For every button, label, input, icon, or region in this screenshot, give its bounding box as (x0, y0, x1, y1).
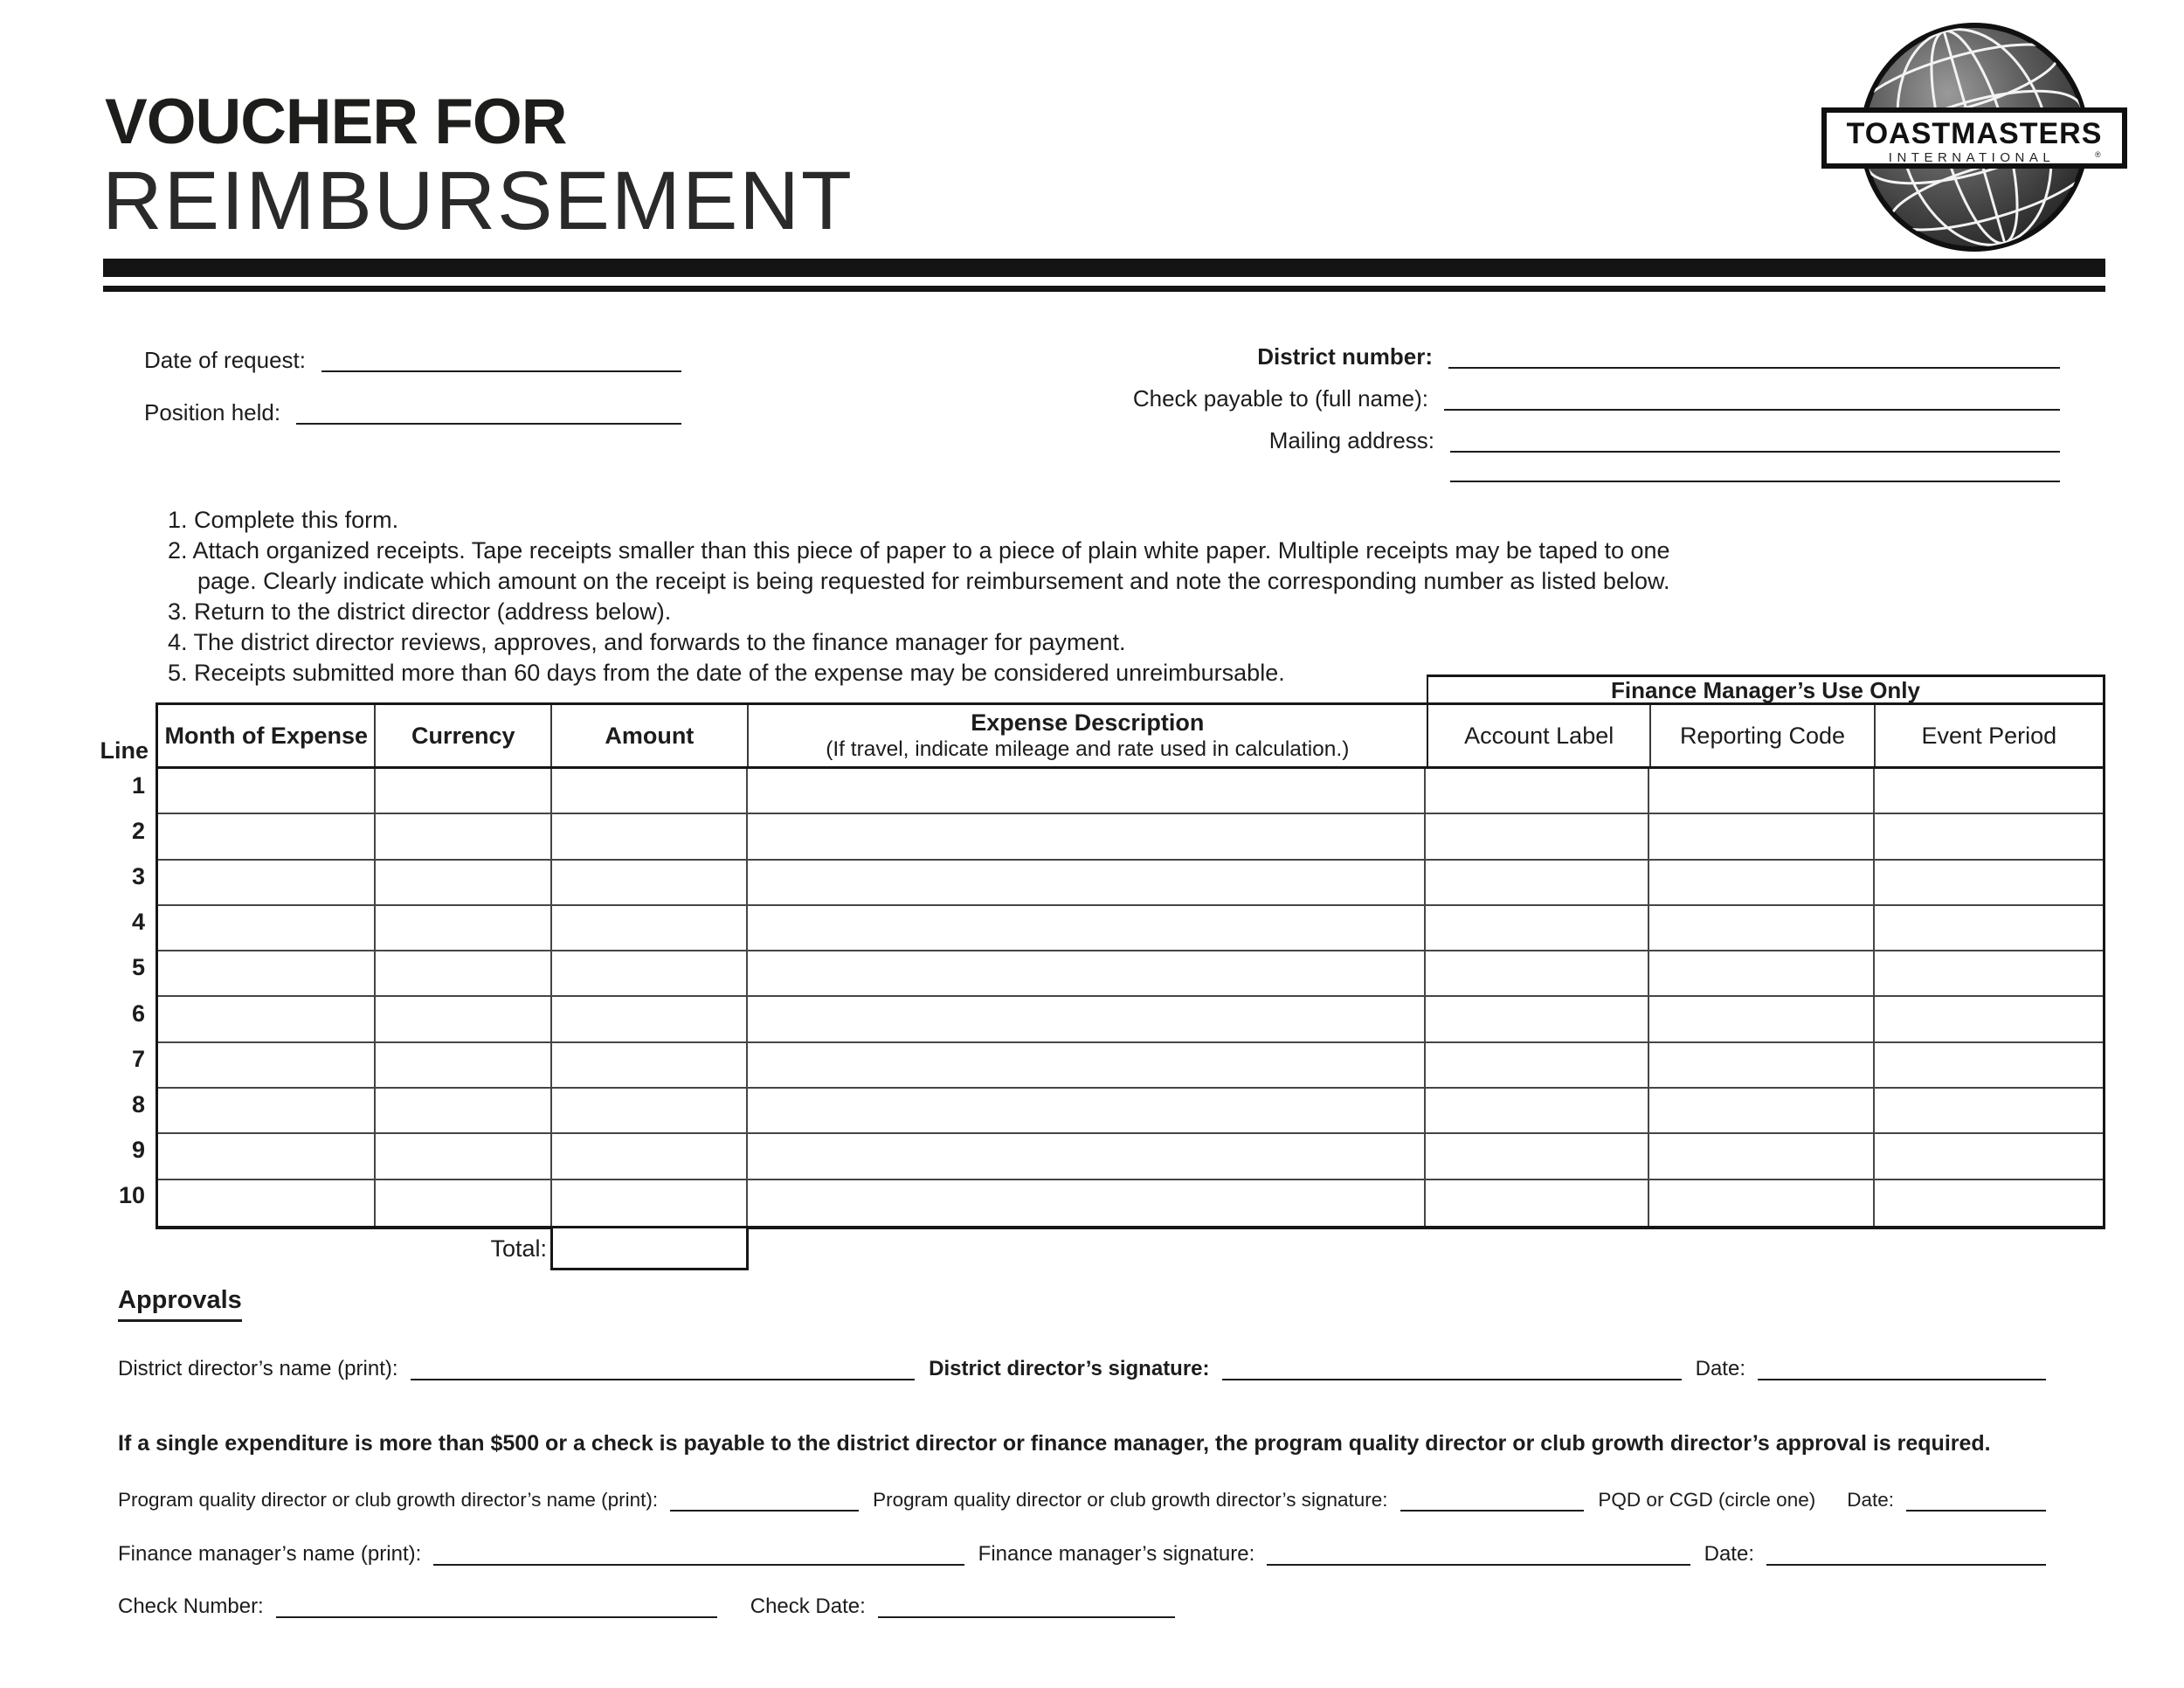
instruction-item-1: 1. Complete this form. (168, 507, 399, 533)
logo-registered-mark: ® (2095, 150, 2101, 159)
expense-cell-line6-col7[interactable] (1875, 997, 2103, 1042)
instruction-item-4: 4. The district director reviews, approves, and forwards to the finance manager for payment. (168, 629, 1126, 655)
mailing-address-row (1127, 426, 2060, 453)
expense-cell-line7-col1[interactable] (158, 1043, 376, 1089)
dd-name-blank[interactable] (411, 1356, 916, 1380)
line-number-4: 4 (131, 909, 145, 936)
expense-cell-line9-col4[interactable] (748, 1134, 1426, 1180)
expense-cell-line2-col1[interactable] (158, 814, 376, 860)
expense-cell-line9-col1[interactable] (158, 1134, 376, 1180)
expense-cell-line3-col1[interactable] (158, 861, 376, 906)
expense-cell-line7-col7[interactable] (1875, 1043, 2103, 1089)
fm-signature-blank[interactable] (1267, 1541, 1690, 1566)
expense-cell-line10-col1[interactable] (158, 1180, 376, 1226)
position-held-blank[interactable] (296, 400, 681, 425)
expense-cell-line7-col3[interactable] (552, 1043, 748, 1089)
line-number-7: 7 (131, 1045, 145, 1072)
expense-table-header (156, 702, 1427, 769)
line-number-8: 8 (131, 1090, 145, 1117)
line-number-6: 6 (131, 1000, 145, 1027)
expense-cell-line3-col4[interactable] (748, 861, 1426, 906)
date-of-request-row (144, 346, 681, 372)
position-held-label: Position held: (144, 399, 281, 425)
column-header-month: Month of Expense (158, 705, 376, 766)
expense-cell-line5-col4[interactable] (748, 951, 1426, 997)
dd-date-label: Date: (1695, 1357, 1745, 1380)
pqd-circle-one-label[interactable]: PQD or CGD (circle one) (1598, 1489, 1816, 1511)
pqd-approval-row (118, 1485, 2060, 1512)
expense-cell-line10-col3[interactable] (552, 1180, 748, 1226)
header-divider-thick (103, 259, 2105, 277)
dd-signature-blank[interactable] (1222, 1356, 1682, 1380)
column-header-event-period: Event Period (1921, 722, 2057, 749)
expense-cell-line5-col6[interactable] (1649, 951, 1874, 997)
expense-cell-line9-col2[interactable] (376, 1134, 551, 1180)
expense-cell-line2-col3[interactable] (552, 814, 748, 860)
expense-cell-line5-col7[interactable] (1875, 951, 2103, 997)
pqd-name-label: Program quality director or club growth director’s name (print): (118, 1489, 659, 1511)
expense-cell-line10-col4[interactable] (748, 1180, 1426, 1226)
date-of-request-label: Date of request: (144, 347, 306, 373)
expense-cell-line4-col3[interactable] (552, 906, 748, 951)
expense-cell-line10-col7[interactable] (1875, 1180, 2103, 1226)
expense-cell-line8-col3[interactable] (552, 1089, 748, 1134)
fm-signature-label: Finance manager’s signature: (978, 1542, 1255, 1566)
pqd-date-label: Date: (1847, 1489, 1894, 1511)
expense-cell-line7-col4[interactable] (748, 1043, 1426, 1089)
check-number-blank[interactable] (276, 1594, 717, 1618)
expense-cell-line3-col2[interactable] (376, 861, 551, 906)
expense-cell-line8-col2[interactable] (376, 1089, 551, 1134)
expense-cell-line1-col2[interactable] (376, 769, 551, 814)
column-header-account-label: Account Label (1428, 705, 1651, 766)
dd-name-label: District director’s name (print): (118, 1357, 398, 1380)
check-date-label: Check Date: (750, 1595, 866, 1618)
expense-cell-line4-col6[interactable] (1649, 906, 1874, 951)
line-number-1: 1 (131, 772, 145, 799)
logo-subtext: INTERNATIONAL (1888, 150, 2056, 165)
page-title-line2: REIMBURSEMENT (102, 155, 854, 247)
instruction-list (168, 505, 1690, 688)
line-number-10: 10 (118, 1181, 145, 1208)
mailing-address-blank[interactable] (1450, 428, 2060, 453)
expense-cell-line8-col6[interactable] (1649, 1089, 1874, 1134)
expense-cell-line10-col5[interactable] (1426, 1180, 1649, 1226)
expense-cell-line5-col2[interactable] (376, 951, 551, 997)
column-header-amount: Amount (552, 705, 749, 766)
mailing-address-label: Mailing address: (1268, 427, 1434, 453)
fm-date-label: Date: (1704, 1542, 1754, 1566)
toastmasters-logo (1815, 19, 2130, 259)
total-label: Total: (490, 1235, 547, 1262)
expense-cell-line5-col1[interactable] (158, 951, 376, 997)
header-divider-thin (103, 286, 2105, 292)
expense-cell-line4-col5[interactable] (1426, 906, 1649, 951)
expense-cell-line8-col7[interactable] (1875, 1089, 2103, 1134)
expense-description-note: (If travel, indicate mileage and rate used in calculation.) (826, 737, 1350, 761)
pqd-date-blank[interactable] (1906, 1487, 2046, 1512)
instruction-item-2: 2. Attach organized receipts. Tape receipts smaller than this piece of paper to a piece of plain white paper. Multiple receipts may be taped to one page. Clearly indicate which amount on the receipt is being requested for reimbursement and note the corresponding number as listed below. (168, 537, 1670, 594)
page-title-line1: VOUCHER FOR (105, 86, 567, 157)
expense-cell-line8-col4[interactable] (748, 1089, 1426, 1134)
expense-cell-line1-col4[interactable] (748, 769, 1426, 814)
expense-cell-line3-col7[interactable] (1875, 861, 2103, 906)
line-number-9: 9 (131, 1136, 145, 1163)
finance-use-only-header: Finance Manager’s Use Only (1427, 675, 2105, 704)
expense-cell-line4-col2[interactable] (376, 906, 551, 951)
district-number-label: District number: (1257, 343, 1433, 370)
finance-manager-approval-row (118, 1539, 2060, 1566)
column-header-reporting-code: Reporting Code (1651, 705, 1875, 766)
expense-cell-line4-col7[interactable] (1875, 906, 2103, 951)
expense-cell-line1-col5[interactable] (1426, 769, 1649, 814)
expense-cell-line10-col6[interactable] (1649, 1180, 1874, 1226)
dd-date-blank[interactable] (1758, 1356, 2046, 1380)
expense-cell-line2-col2[interactable] (376, 814, 551, 860)
expense-cell-line6-col1[interactable] (158, 997, 376, 1042)
logo-banner (1824, 110, 2125, 166)
expense-cell-line6-col5[interactable] (1426, 997, 1649, 1042)
expense-rows (156, 769, 2105, 1229)
expense-cell-line3-col5[interactable] (1426, 861, 1649, 906)
fm-name-label: Finance manager’s name (print): (118, 1542, 422, 1566)
expense-cell-line3-col6[interactable] (1649, 861, 1874, 906)
instruction-item-3: 3. Return to the district director (address below). (168, 598, 672, 625)
district-number-blank[interactable] (1448, 344, 2060, 369)
expense-cell-line7-col5[interactable] (1426, 1043, 1649, 1089)
check-payable-blank[interactable] (1444, 386, 2060, 411)
expense-cell-line2-col4[interactable] (748, 814, 1426, 860)
check-payable-row (1127, 384, 2060, 411)
expense-cell-line5-col5[interactable] (1426, 951, 1649, 997)
column-header-currency: Currency (376, 705, 552, 766)
approvals-heading: Approvals (118, 1286, 242, 1322)
expense-cell-line2-col6[interactable] (1649, 814, 1874, 860)
district-director-approval-row (118, 1354, 2060, 1380)
expense-cell-line1-col1[interactable] (158, 769, 376, 814)
fm-name-blank[interactable] (433, 1541, 964, 1566)
expense-cell-line1-col3[interactable] (552, 769, 748, 814)
pqd-name-blank[interactable] (670, 1487, 859, 1512)
line-number-2: 2 (131, 818, 145, 845)
date-of-request-blank[interactable] (321, 348, 681, 372)
expense-cell-line9-col3[interactable] (552, 1134, 748, 1180)
expense-cell-line9-col5[interactable] (1426, 1134, 1649, 1180)
expense-cell-line6-col6[interactable] (1649, 997, 1874, 1042)
expense-cell-line2-col7[interactable] (1875, 814, 2103, 860)
threshold-note: If a single expenditure is more than $500 or a check is payable to the district director or finance manager, the program quality director or club growth director’s approval is required. (118, 1431, 1991, 1456)
position-held-row (144, 398, 681, 425)
expense-cell-line7-col2[interactable] (376, 1043, 551, 1089)
expense-cell-line7-col6[interactable] (1649, 1043, 1874, 1089)
pqd-signature-blank[interactable] (1400, 1487, 1585, 1512)
column-header-expense-description (749, 705, 1427, 766)
line-number-3: 3 (131, 863, 145, 890)
district-number-row (1127, 342, 2060, 369)
expense-cell-line4-col4[interactable] (748, 906, 1426, 951)
instruction-item-5: 5. Receipts submitted more than 60 days from the date of the expense may be considered unreimbursable. (168, 660, 1285, 686)
check-payable-label: Check payable to (full name): (1132, 385, 1428, 412)
expense-cell-line8-col5[interactable] (1426, 1089, 1649, 1134)
expense-cell-line4-col1[interactable] (158, 906, 376, 951)
expense-cell-line10-col2[interactable] (376, 1180, 551, 1226)
expense-cell-line1-col7[interactable] (1875, 769, 2103, 814)
expense-cell-line5-col3[interactable] (552, 951, 748, 997)
expense-description-title: Expense Description (971, 709, 1205, 736)
mailing-address-blank-line2[interactable] (1450, 458, 2060, 482)
expense-cell-line2-col5[interactable] (1426, 814, 1649, 860)
expense-cell-line6-col2[interactable] (376, 997, 551, 1042)
expense-cell-line3-col3[interactable] (552, 861, 748, 906)
check-number-label: Check Number: (118, 1595, 264, 1618)
fm-date-blank[interactable] (1766, 1541, 2046, 1566)
logo-wordmark: TOASTMASTERS (1846, 117, 2103, 150)
expense-cell-line1-col6[interactable] (1649, 769, 1874, 814)
pqd-signature-label: Program quality director or club growth director’s signature: (873, 1489, 1388, 1511)
expense-cell-line9-col6[interactable] (1649, 1134, 1874, 1180)
check-date-blank[interactable] (878, 1594, 1175, 1618)
expense-cell-line8-col1[interactable] (158, 1089, 376, 1134)
expense-cell-line9-col7[interactable] (1875, 1134, 2103, 1180)
expense-cell-line6-col3[interactable] (552, 997, 748, 1042)
expense-cell-line6-col4[interactable] (748, 997, 1426, 1042)
column-header-line: Line (100, 737, 149, 764)
check-info-row (118, 1592, 1254, 1618)
total-amount-box[interactable] (550, 1226, 749, 1270)
dd-signature-label: District director’s signature: (929, 1357, 1210, 1380)
finance-columns-header (1427, 702, 2105, 769)
line-number-5: 5 (131, 954, 145, 981)
